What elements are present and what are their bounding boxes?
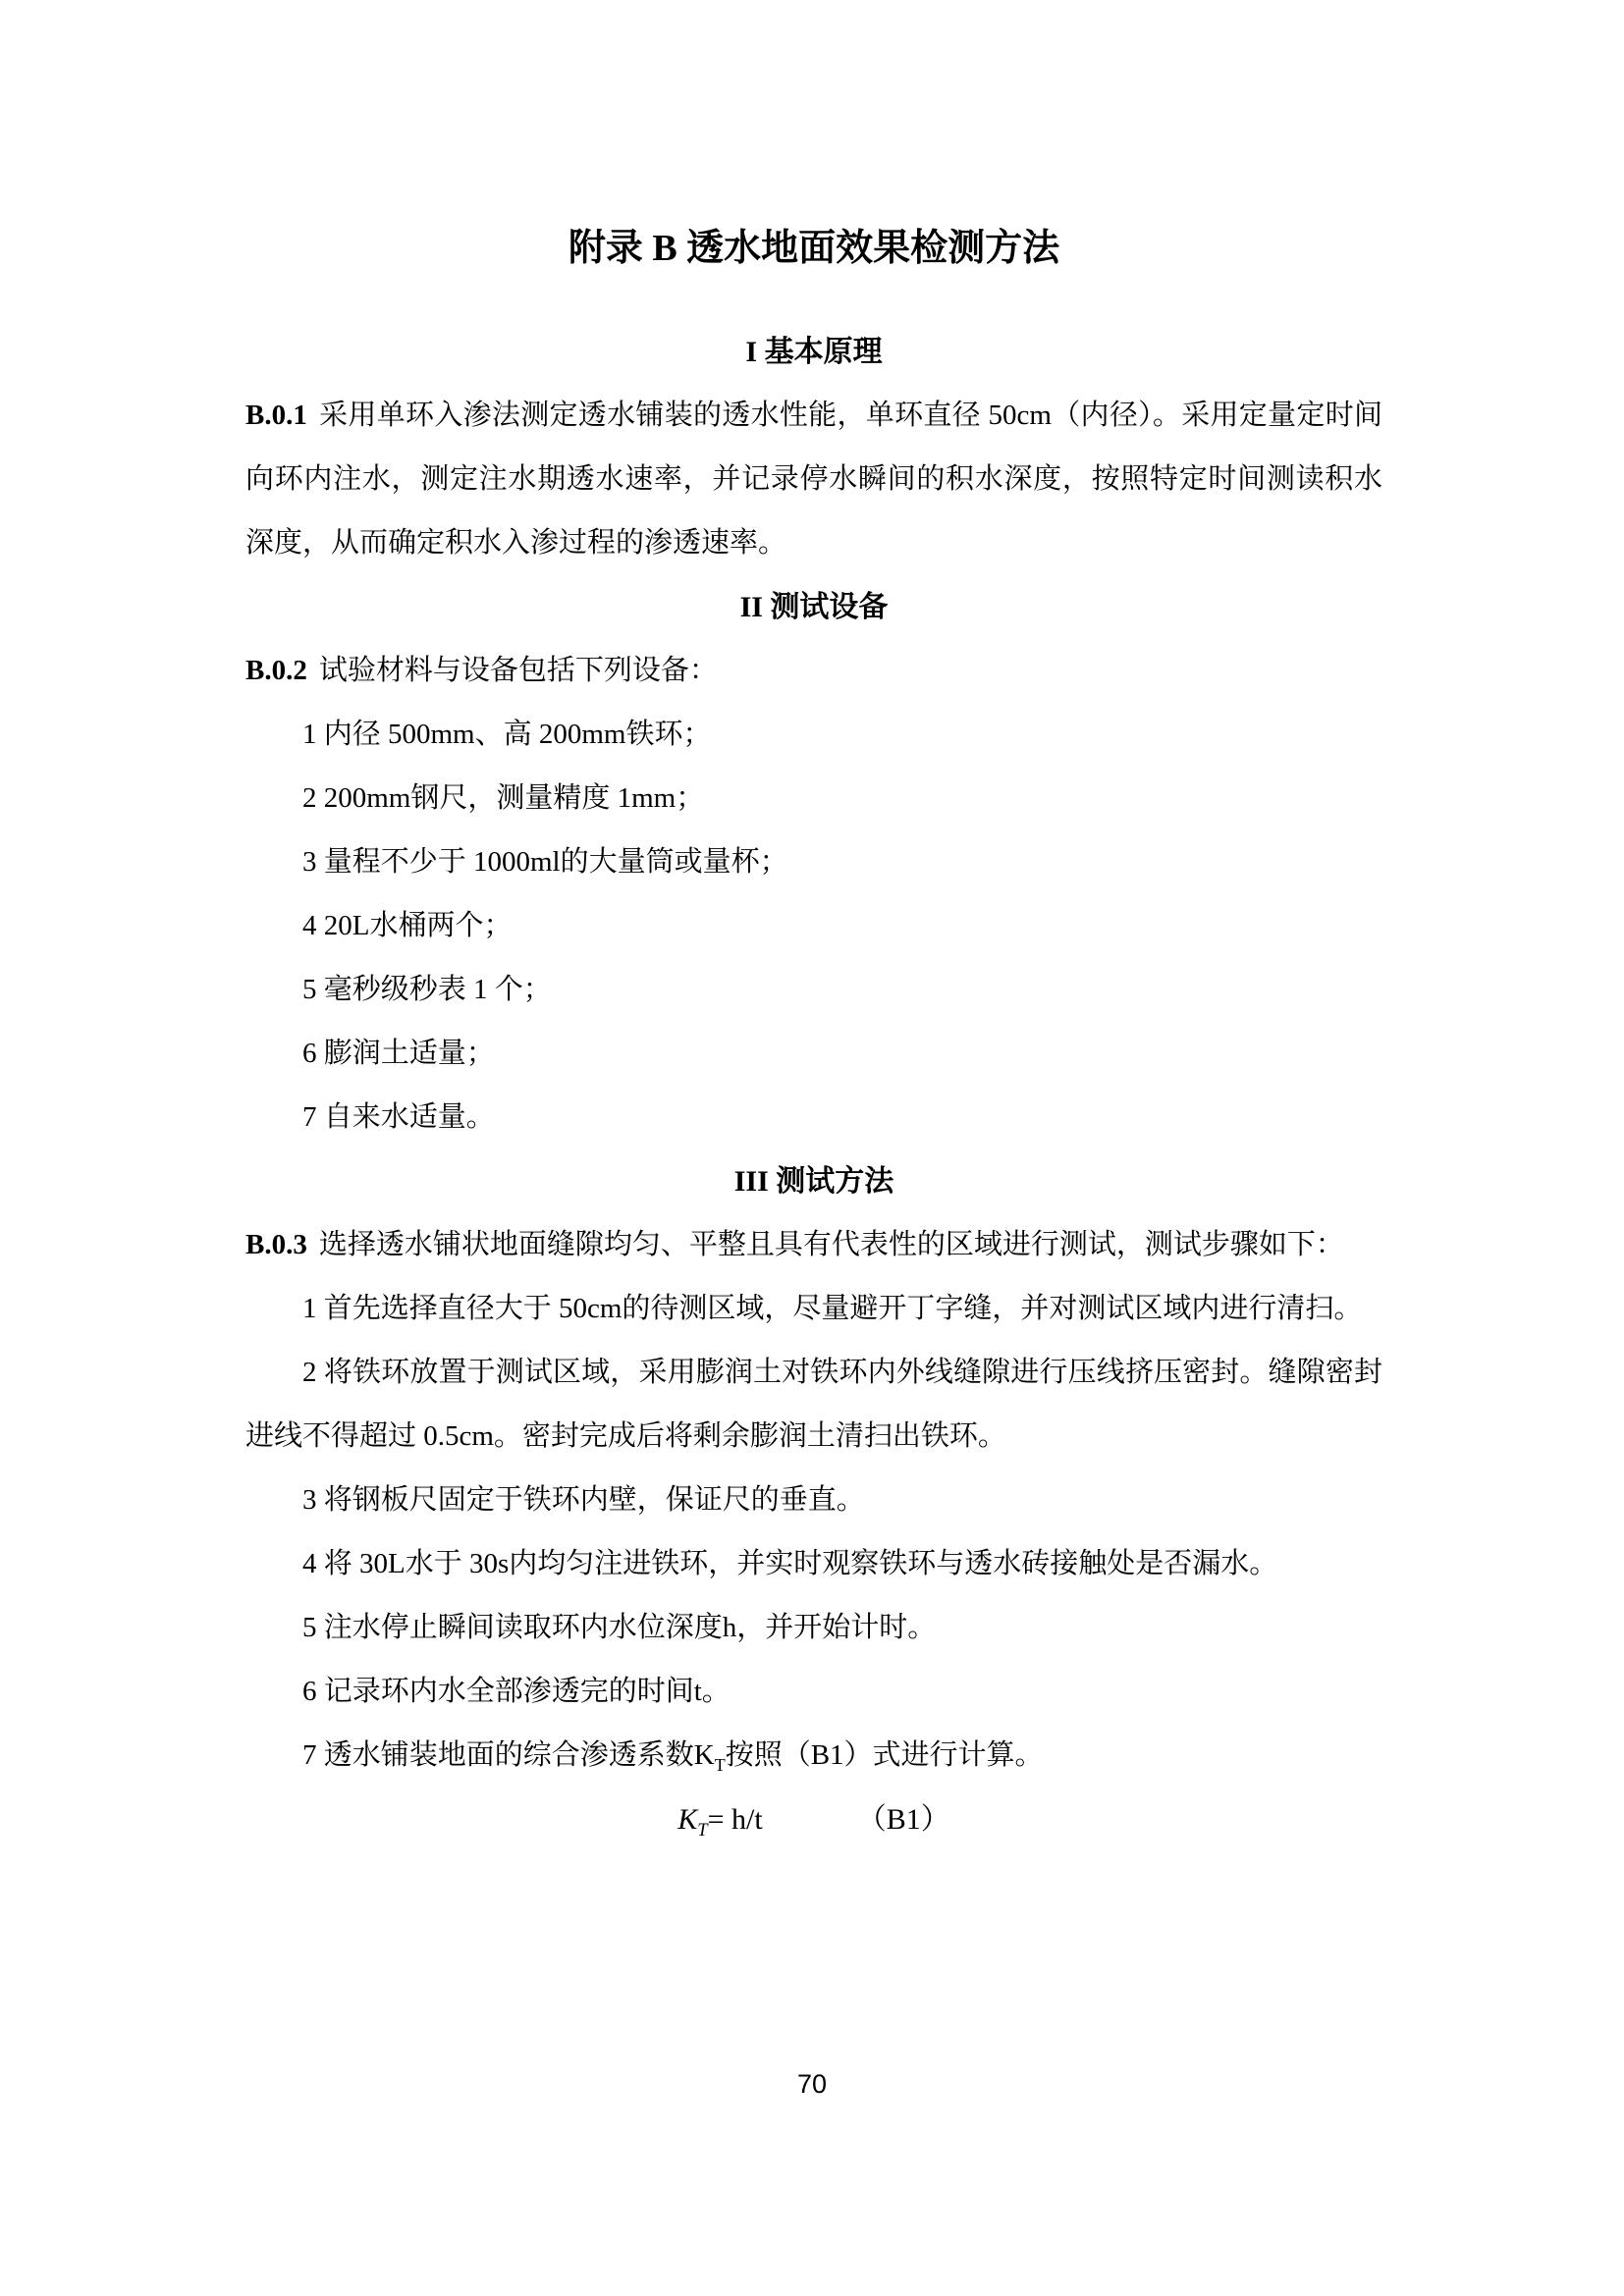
formula-b1 — [245, 1788, 1382, 1851]
section-heading-principle: I 基本原理 — [745, 336, 883, 368]
method-step-7-prefix: 7 透水铺装地面的综合渗透系数K — [302, 1739, 715, 1771]
method-step-6: 6 记录环内水全部渗透完的时间t。 — [302, 1676, 731, 1707]
clause-b02-label: B.0.2 — [245, 655, 307, 686]
method-step-7 — [245, 1724, 1382, 1788]
method-step-4: 4 将 30L水于 30s内均匀注进铁环，并实时观察铁环与透水砖接触处是否漏水。 — [302, 1548, 1278, 1579]
clause-b01-label: B.0.1 — [245, 400, 307, 431]
equipment-item-1: 1 内径 500mm、高 200mm铁环； — [302, 719, 712, 750]
kt-subscript: T — [714, 1754, 726, 1775]
page-number: 70 — [796, 2069, 828, 2099]
formula-equation-number: （B1） — [856, 1803, 950, 1836]
page-content — [245, 0, 1382, 1851]
page-title: 附录 B 透水地面效果检测方法 — [568, 228, 1060, 269]
clause-b03-text: 选择透水铺状地面缝隙均匀、平整且具有代表性的区域进行测试，测试步骤如下： — [318, 1229, 1344, 1260]
equipment-item-2: 2 200mm钢尺，测量精度 1mm； — [302, 782, 705, 814]
section-heading-method: III 测试方法 — [733, 1165, 894, 1198]
clause-b03-label: B.0.3 — [245, 1229, 307, 1260]
clause-b01 — [245, 384, 1382, 575]
equipment-item-3: 3 量程不少于 1000ml的大量筒或量杯； — [302, 846, 788, 878]
equipment-item-6: 6 膨润土适量； — [302, 1038, 495, 1069]
clause-b02 — [245, 639, 1382, 703]
equipment-item-7: 7 自来水适量。 — [302, 1101, 495, 1133]
method-step-2: 2 将铁环放置于测试区域，采用膨润土对铁环内外线缝隙进行压线挤压密封。缝隙密封进线不得超过 0.5cm。密封完成后将剩余膨润土清扫出铁环。 — [245, 1357, 1382, 1452]
method-step-3: 3 将钢板尺固定于铁环内壁，保证尺的垂直。 — [302, 1484, 865, 1516]
method-step-7-suffix: 按照（B1）式进行计算。 — [725, 1739, 1044, 1771]
clause-b03 — [245, 1213, 1382, 1277]
clause-b01-text: 采用单环入渗法测定透水铺装的透水性能，单环直径 50cm（内径）。采用定量定时间向环内注水，测定注水期透水速率，并记录停水瞬间的积水深度，按照特定时间测读积水深度，从而确定积水入渗过程的渗透速率。 — [245, 400, 1382, 559]
formula-expression: = h/t — [707, 1803, 763, 1836]
equipment-item-4: 4 20L水桶两个； — [302, 910, 513, 941]
formula-subscript: T — [697, 1820, 708, 1841]
method-step-5: 5 注水停止瞬间读取环内水位深度h，并开始计时。 — [302, 1612, 937, 1643]
equipment-item-5: 5 毫秒级秒表 1 个； — [302, 974, 552, 1005]
method-step-1: 1 首先选择直径大于 50cm的待测区域，尽量避开丁字缝，并对测试区域内进行清扫。 — [302, 1293, 1363, 1324]
clause-b02-text: 试验材料与设备包括下列设备： — [318, 655, 718, 686]
formula-variable: K — [677, 1803, 698, 1836]
section-heading-equipment: II 测试设备 — [739, 591, 889, 623]
